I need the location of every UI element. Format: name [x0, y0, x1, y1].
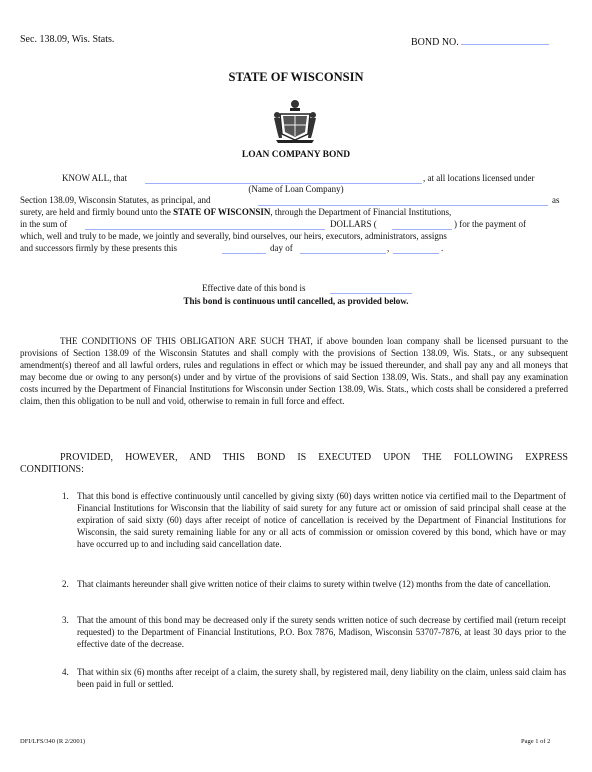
state-text: STATE OF WISCONSIN [173, 207, 271, 217]
list-item [62, 578, 566, 606]
item-text: That this bond is effective continuously until cancelled by giving sixty (60) days written notice via certified mail to the Department of Financial Institutions for Wisconsin that the liability of said surety for any future act or omission of said principal shall cease at the expiration of said sixty (60) days after receipt of notice of cancellation is received by the Department of Financial Institutions for Wisconsin, the said surety remaining liable for any or all acts of commission or omission covered by this bond, which have or may have occurred up to and including said cancellation date. [77, 491, 566, 549]
successors-text: and successors firmly by these presents this [20, 243, 177, 253]
list-item [62, 666, 566, 694]
as-text: as [552, 195, 560, 205]
form-number: DFI/LFS/340 (R 2/2001) [20, 738, 86, 745]
item-text: That within six (6) months after receipt of a claim, the surety shall, by registered mail, deny liability on the claim, unless said claim has been paid in full or settled. [77, 667, 566, 689]
item-number: 2. [62, 579, 69, 589]
through-text: , through the Department of Financial Institutions, [270, 207, 452, 217]
payment-text: ) for the payment of [454, 219, 526, 229]
item-number: 3. [62, 615, 69, 625]
page-title: STATE OF WISCONSIN [228, 70, 364, 84]
list-item [62, 490, 566, 574]
bond-number-field[interactable] [461, 34, 549, 45]
bond-no-text: BOND NO. [411, 37, 459, 48]
effective-date-label: Effective date of this bond is [202, 283, 306, 293]
sum-of-text: in the sum of [20, 219, 68, 229]
page-number: Page 1 of 2 [521, 738, 551, 745]
continuous-note: This bond is continuous until cancelled, as provided below. [183, 296, 409, 306]
sum-amount-field[interactable] [392, 219, 452, 230]
item-number: 4. [62, 667, 69, 677]
effective-date-field[interactable] [330, 283, 412, 294]
statute-reference: Sec. 138.09, Wis. Stats. [20, 34, 115, 45]
item-text: That claimants hereunder shall give written notice of their claims to surety within twelve (12) months from the date of cancellation. [77, 579, 551, 589]
item-number: 1. [62, 491, 69, 501]
provided-line-2: CONDITIONS: [20, 464, 84, 475]
bound-unto-line [20, 206, 451, 218]
loan-company-caption: (Name of Loan Company) [248, 184, 344, 194]
surety-name-field[interactable] [258, 195, 548, 206]
wisconsin-state-seal-icon [270, 94, 320, 144]
jointly-text: which, well and truly to be made, we jointly and severally, bind ourselves, our heirs, executors, administrators, assigns [20, 231, 447, 241]
period-text: . [441, 243, 444, 253]
list-item [62, 614, 566, 654]
year-field[interactable] [393, 243, 439, 254]
bound-unto-text: surety, are held and firmly bound unto the [20, 207, 174, 217]
item-text: That the amount of this bond may be decreased only if the surety sends written notice of such decrease by certified mail (return receipt requested) to the Department of Financial Institutions, P.O. Box 7876, Madison, Wisconsin 53707-7876, at least 30 days prior to the effective date of the decrease. [77, 615, 566, 649]
comma-text: , [387, 243, 390, 253]
know-all-lead: KNOW ALL, that [62, 173, 128, 183]
principal-line-text: Section 138.09, Wisconsin Statutes, as principal, and [20, 195, 211, 205]
know-all-tail: , at all locations licensed under [423, 173, 535, 183]
bond-number-label [411, 34, 549, 48]
dollars-text: DOLLARS ( [330, 219, 377, 229]
sum-words-field[interactable] [85, 219, 325, 230]
day-of-text: day of [270, 243, 293, 253]
bond-title: LOAN COMPANY BOND [241, 150, 351, 160]
month-field[interactable] [300, 243, 386, 254]
provided-line-1: PROVIDED, HOWEVER, AND THIS BOND IS EXECUTED UPON THE FOLLOWING EXPRESS [60, 452, 568, 463]
conditions-paragraph: THE CONDITIONS OF THIS OBLIGATION ARE SUCH THAT, if above bounden loan company shall be licensed pursuant to the provisions of Section 138.09 of the Wisconsin Statutes and shall comply with the provisions of Section 138.09, Wis. Stats., or any subsequent amendment(s) thereof and all lawful orders, rules and regulations in effect or which may be issued thereunder, and shall pay any and all moneys that may become due or owing to any person(s) under and by virtue of the provisions of said Section 138.09, Wis. Stats., and shall pay any examination costs incurred by the Department of Financial Institutions for Wisconsin under Section 138.09, Wis. Stats., which costs shall be considered a preferred claim, then this obligation to be null and void, otherwise to remain in full force and effect. [20, 336, 568, 406]
day-field[interactable] [222, 243, 266, 254]
